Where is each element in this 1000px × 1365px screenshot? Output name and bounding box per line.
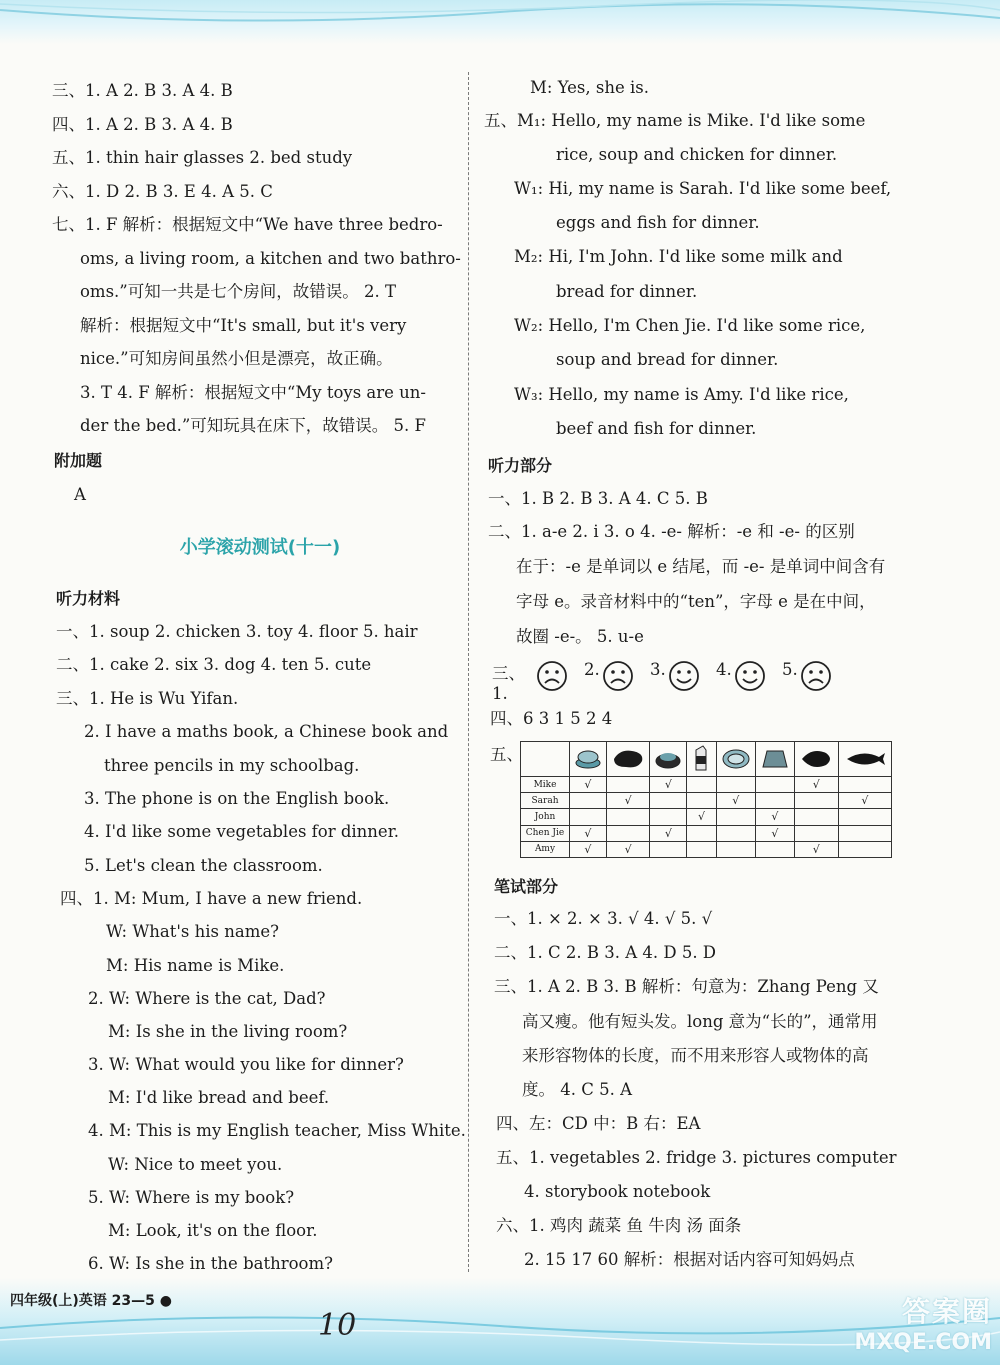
table-row — [521, 793, 892, 809]
food-milk-icon — [687, 742, 717, 777]
answer-line: A — [74, 485, 86, 504]
answer-line: W: What's his name? — [106, 922, 279, 941]
tick-cell — [606, 809, 650, 825]
answer-line: W₁: Hi, my name is Sarah. I'd like some beef, — [514, 179, 892, 198]
tick-cell: √ — [650, 777, 687, 793]
answer-line: M: Is she in the living room? — [108, 1022, 348, 1041]
answer-line: 来形容物体的长度，而不用来形容人或物体的高 — [522, 1046, 869, 1065]
tick-cell: √ — [794, 777, 838, 793]
tick-cell: √ — [570, 825, 607, 841]
food-chicken-icon — [650, 742, 687, 777]
answer-line: 字母 e。录音材料中的“ten”，字母 e 是在中间， — [516, 592, 876, 611]
answer-line: rice, soup and chicken for dinner. — [556, 145, 838, 164]
page-footer: 四年级(上)英语 23—5 ● — [10, 1293, 172, 1309]
faces-prefix: 三、1. — [492, 664, 525, 703]
answer-line: oms.”可知一共是七个房间，故错误。 2. T — [80, 282, 396, 301]
handwritten-page-number: 10 — [318, 1308, 357, 1343]
tick-cell — [650, 841, 687, 857]
tick-cell: √ — [755, 825, 794, 841]
food-beef-icon — [606, 742, 650, 777]
wave-decoration — [0, 0, 1000, 44]
answer-line: 五、1. vegetables 2. fridge 3. pictures computer — [496, 1148, 897, 1167]
row-name: Amy — [521, 841, 570, 857]
tick-cell: √ — [794, 841, 838, 857]
section-heading: 附加题 — [54, 451, 103, 470]
answer-line: 4. M: This is my English teacher, Miss White. — [88, 1121, 466, 1140]
answer-line: der the bed.”可知玩具在床下，故错误。 5. F — [80, 416, 426, 435]
site-watermark — [812, 1290, 992, 1355]
tick-cell — [570, 809, 607, 825]
sad-face-icon — [602, 660, 634, 692]
tick-cell — [650, 793, 687, 809]
answer-line: 二、1. cake 2. six 3. dog 4. ten 5. cute — [56, 655, 372, 674]
answer-line: 5. W: Where is my book? — [88, 1188, 295, 1207]
answer-line: 4. storybook notebook — [524, 1182, 711, 1201]
answer-line: soup and bread for dinner. — [556, 350, 779, 369]
answer-line: W: Nice to meet you. — [108, 1155, 283, 1174]
answer-line: 2. 15 17 60 解析：根据对话内容可知妈妈点 — [524, 1250, 855, 1269]
face-label: 2. — [584, 660, 600, 679]
tick-cell — [794, 809, 838, 825]
test-title: 小学滚动测试(十一) — [179, 537, 341, 558]
tick-cell — [838, 777, 891, 793]
food-rice-icon — [794, 742, 838, 777]
food-eggs-icon — [716, 742, 755, 777]
table-row — [521, 825, 892, 841]
tick-cell: √ — [650, 825, 687, 841]
section-heading: 笔试部分 — [494, 877, 559, 896]
tick-cell — [716, 841, 755, 857]
tick-cell — [794, 793, 838, 809]
answer-line: 在于：-e 是单词以 e 结尾，而 -e- 是单词中间含有 — [516, 557, 886, 576]
tick-cell: √ — [606, 841, 650, 857]
face-label: 3. — [650, 660, 666, 679]
answer-line: M: Look, it's on the floor. — [108, 1221, 318, 1240]
answer-line: 5. Let's clean the classroom. — [84, 856, 323, 875]
answer-line: 2. I have a maths book, a Chinese book and — [84, 722, 449, 741]
answer-line: bread for dinner. — [556, 282, 698, 301]
tick-cell — [687, 825, 717, 841]
sad-face-icon — [800, 660, 832, 692]
table-row — [521, 809, 892, 825]
table-row — [521, 777, 892, 793]
answer-line: 三、1. A 2. B 3. A 4. B — [52, 81, 233, 100]
top-decor-band — [0, 0, 1000, 44]
answer-line: 3. T 4. F 解析：根据短文中“My toys are un- — [80, 383, 426, 402]
row-name: Sarah — [521, 793, 570, 809]
answer-line: W₃: Hello, my name is Amy. I'd like rice, — [514, 385, 849, 404]
tick-cell — [687, 793, 717, 809]
tick-cell: √ — [716, 793, 755, 809]
watermark-url: MXQE.COM — [854, 1330, 992, 1355]
tick-cell — [755, 777, 794, 793]
answer-line: three pencils in my schoolbag. — [104, 756, 360, 775]
tick-cell — [755, 841, 794, 857]
tick-cell: √ — [838, 793, 891, 809]
row-name: Mike — [521, 777, 570, 793]
happy-face-icon — [734, 660, 766, 692]
tick-cell — [716, 777, 755, 793]
tick-cell — [716, 809, 755, 825]
answer-line: 解析：根据短文中“It's small, but it's very — [80, 316, 407, 335]
tick-cell — [570, 793, 607, 809]
face-label: 4. — [716, 660, 732, 679]
answer-line: 三、1. He is Wu Yifan. — [56, 689, 239, 708]
answer-line: M: Yes, she is. — [530, 78, 649, 97]
answer-line: M: I'd like bread and beef. — [108, 1088, 330, 1107]
answer-line: 度。 4. C 5. A — [522, 1080, 633, 1099]
tick-cell: √ — [687, 809, 717, 825]
face-label: 5. — [782, 660, 798, 679]
section-heading: 听力材料 — [56, 589, 121, 608]
answer-line: M: His name is Mike. — [106, 956, 285, 975]
answer-line: 4. I'd like some vegetables for dinner. — [84, 822, 400, 841]
answer-line: 六、1. D 2. B 3. E 4. A 5. C — [52, 182, 273, 201]
answer-line: 故圈 -e-。 5. u-e — [516, 627, 644, 646]
answer-line: 四、1. M: Mum, I have a new friend. — [60, 889, 363, 908]
tick-cell — [606, 777, 650, 793]
answer-line: M₂: Hi, I'm John. I'd like some milk and — [514, 247, 843, 266]
answer-line: nice.”可知房间虽然小但是漂亮，故正确。 — [80, 349, 393, 368]
tick-cell — [606, 825, 650, 841]
answer-line: beef and fish for dinner. — [556, 419, 757, 438]
answer-line: 四、6 3 1 5 2 4 — [490, 709, 613, 728]
answer-line: oms, a living room, a kitchen and two bathro- — [80, 249, 461, 268]
answer-line: 六、1. 鸡肉 蔬菜 鱼 牛肉 汤 面条 — [496, 1216, 742, 1235]
table-row — [521, 841, 892, 857]
watermark-logo-text: 答案圈 — [901, 1295, 992, 1328]
tick-cell — [716, 825, 755, 841]
table-prefix: 五、 — [490, 745, 523, 764]
answer-line: 二、1. C 2. B 3. A 4. D 5. D — [494, 943, 717, 962]
tick-cell — [687, 841, 717, 857]
tick-cell — [838, 841, 891, 857]
tick-cell — [650, 809, 687, 825]
tick-cell — [838, 825, 891, 841]
tick-cell — [687, 777, 717, 793]
answer-line: eggs and fish for dinner. — [556, 213, 760, 232]
sad-face-icon — [536, 660, 568, 692]
answer-line: 一、1. × 2. × 3. √ 4. √ 5. √ — [494, 909, 713, 928]
row-name: Chen Jie — [521, 825, 570, 841]
row-name: John — [521, 809, 570, 825]
answer-line: 五、1. thin hair glasses 2. bed study — [52, 148, 353, 167]
food-tick-table — [520, 741, 892, 858]
table-header-row — [521, 742, 892, 777]
tick-cell: √ — [570, 841, 607, 857]
answer-line: 四、左：CD 中：B 右：EA — [496, 1114, 701, 1133]
answer-line: 2. W: Where is the cat, Dad? — [88, 989, 326, 1008]
answer-line: 二、1. a-e 2. i 3. o 4. -e- 解析：-e 和 -e- 的区别 — [488, 522, 855, 541]
answer-line: 一、1. soup 2. chicken 3. toy 4. floor 5. hair — [56, 622, 418, 641]
tick-cell — [838, 809, 891, 825]
answer-line: 七、1. F 解析：根据短文中“We have three bedro- — [52, 215, 443, 234]
tick-cell — [794, 825, 838, 841]
tick-cell: √ — [570, 777, 607, 793]
food-bread-icon — [755, 742, 794, 777]
empty-corner-cell — [521, 742, 570, 777]
food-fish-icon — [838, 742, 891, 777]
tick-cell: √ — [606, 793, 650, 809]
answer-line: W₂: Hello, I'm Chen Jie. I'd like some rice, — [514, 316, 866, 335]
tick-cell — [755, 793, 794, 809]
answer-line: 一、1. B 2. B 3. A 4. C 5. B — [488, 489, 708, 508]
answer-line: 四、1. A 2. B 3. A 4. B — [52, 115, 233, 134]
answer-line: 3. The phone is on the English book. — [84, 789, 390, 808]
answer-line: 6. W: Is she in the bathroom? — [88, 1254, 333, 1273]
answer-line: 五、M₁: Hello, my name is Mike. I'd like some — [484, 111, 866, 130]
happy-face-icon — [668, 660, 700, 692]
tick-cell: √ — [755, 809, 794, 825]
answer-line: 高又瘦。他有短头发。long 意为“长的”，通常用 — [522, 1012, 878, 1031]
answer-line: 3. W: What would you like for dinner? — [88, 1055, 404, 1074]
answer-line: 三、1. A 2. B 3. B 解析：句意为：Zhang Peng 又 — [494, 977, 879, 996]
column-divider — [468, 72, 469, 1272]
section-heading: 听力部分 — [488, 456, 553, 475]
food-soup-icon — [570, 742, 607, 777]
